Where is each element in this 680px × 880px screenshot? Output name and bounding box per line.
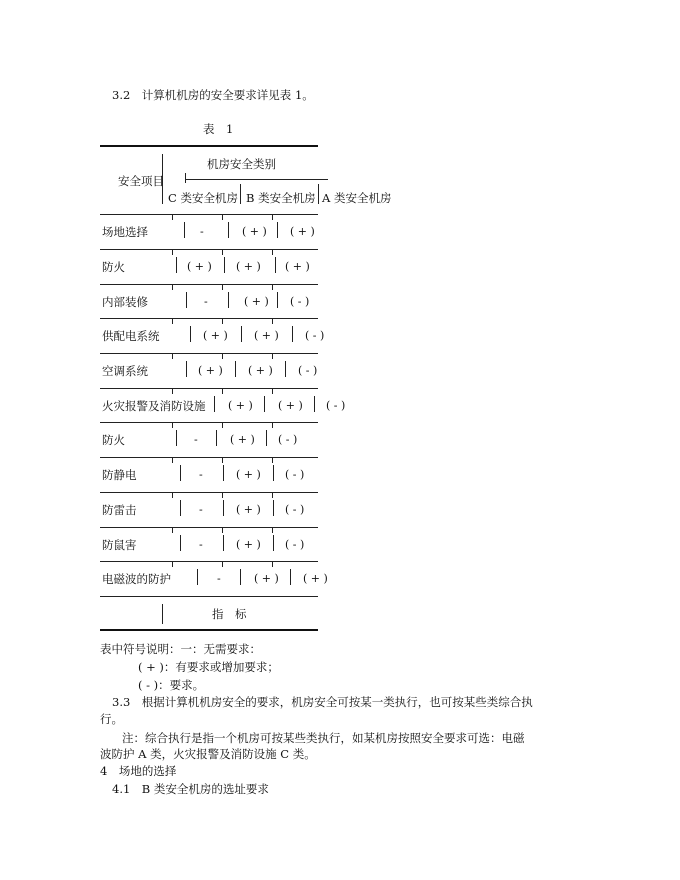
row-item-label: 供配电系统 — [102, 329, 160, 343]
row-value-b: ( + ) — [278, 399, 303, 412]
row-separator-tick — [172, 284, 173, 290]
table-bottom-rule — [100, 629, 318, 631]
row-value-c: - — [200, 225, 204, 238]
row-item-label: 内部装修 — [102, 295, 148, 309]
row-item-label: 防雷击 — [102, 503, 137, 517]
row-separator — [100, 527, 318, 528]
legend-line-3: ( - )：要求。 — [138, 678, 205, 692]
row-separator-tick — [222, 284, 223, 290]
row-separator-tick — [222, 527, 223, 533]
row-separator-tick — [172, 388, 173, 394]
cell-divider — [223, 535, 224, 551]
row-separator — [100, 284, 318, 285]
row-separator — [100, 318, 318, 319]
row-separator — [100, 422, 318, 423]
row-separator-tick — [272, 457, 273, 463]
row-value-c: - — [204, 295, 208, 308]
row-separator-tick — [222, 457, 223, 463]
row-separator-tick — [272, 249, 273, 255]
cell-divider — [228, 292, 229, 308]
legend-line-1: 表中符号说明：一：无需要求： — [100, 642, 261, 656]
row-separator-tick — [272, 284, 273, 290]
row-separator-tick — [172, 249, 173, 255]
row-separator-tick — [272, 388, 273, 394]
header-mid-tick — [185, 173, 186, 183]
row-item-label: 电磁波的防护 — [102, 572, 171, 586]
column-header-b: B 类安全机房 — [246, 191, 316, 205]
cell-divider — [277, 292, 278, 308]
section-4-1-heading: 4.1 B 类安全机房的选址要求 — [112, 782, 269, 796]
legend-line-2: ( + )：有要求或增加要求； — [138, 660, 279, 674]
row-separator-tick — [172, 457, 173, 463]
row-value-c: ( + ) — [187, 260, 212, 273]
row-separator-tick — [172, 353, 173, 359]
row-separator-tick — [222, 492, 223, 498]
row-item-label: 防火 — [102, 433, 125, 447]
row-separator-tick — [172, 318, 173, 324]
row-value-c: - — [199, 538, 203, 551]
column-header-c: C 类安全机房 — [168, 191, 238, 205]
row-separator-tick — [272, 527, 273, 533]
paragraph-3-3-cont: 行。 — [100, 712, 123, 726]
cell-divider — [290, 569, 291, 585]
row-separator-tick — [272, 492, 273, 498]
row-item-label: 火灾报警及消防设施 — [102, 399, 206, 413]
row-value-b: ( + ) — [236, 503, 261, 516]
row-value-a: ( - ) — [278, 433, 298, 446]
cell-divider — [223, 500, 224, 516]
cell-divider — [273, 465, 274, 481]
note-line-1: 注：综合执行是指一个机房可按某些类执行，如某机房按照安全要求可选：电磁 — [122, 731, 525, 745]
cell-divider — [214, 396, 215, 412]
row-value-a: ( + ) — [303, 572, 328, 585]
row-separator-tick — [172, 422, 173, 428]
row-separator — [100, 492, 318, 493]
row-value-b: ( + ) — [254, 329, 279, 342]
cell-divider — [241, 326, 242, 342]
row-separator — [100, 249, 318, 250]
cell-divider — [235, 361, 236, 377]
row-separator-tick — [172, 561, 173, 567]
row-value-c: ( + ) — [198, 364, 223, 377]
cell-divider — [186, 292, 187, 308]
row-value-a: ( + ) — [285, 260, 310, 273]
row-separator-tick — [222, 214, 223, 220]
row-separator — [100, 596, 318, 597]
row-value-b: ( + ) — [236, 538, 261, 551]
row-separator-tick — [222, 422, 223, 428]
row-separator-tick — [272, 353, 273, 359]
cell-divider — [180, 535, 181, 551]
row-value-a: ( - ) — [285, 538, 305, 551]
row-separator — [100, 457, 318, 458]
cell-divider — [197, 569, 198, 585]
row-separator-tick — [222, 318, 223, 324]
cell-divider — [180, 465, 181, 481]
cell-divider — [240, 569, 241, 585]
row-separator-tick — [222, 388, 223, 394]
row-item-label: 防火 — [102, 260, 125, 274]
cell-divider — [314, 396, 315, 412]
row-value-a: ( - ) — [285, 503, 305, 516]
cell-divider — [273, 535, 274, 551]
header-mid-rule — [185, 179, 328, 180]
note-line-2: 波防护 A 类，火灾报警及消防设施 C 类。 — [100, 747, 316, 761]
row-value-c: ( + ) — [228, 399, 253, 412]
header-item-label: 安全项目 — [118, 174, 164, 188]
row-value-a: ( - ) — [326, 399, 346, 412]
row-value-c: - — [199, 468, 203, 481]
row-value-c: - — [194, 433, 198, 446]
row-separator-tick — [272, 422, 273, 428]
row-separator — [100, 561, 318, 562]
row-separator-tick — [222, 353, 223, 359]
row-separator-tick — [222, 561, 223, 567]
row-separator-tick — [172, 214, 173, 220]
row-value-c: ( + ) — [203, 329, 228, 342]
cell-divider — [275, 257, 276, 273]
row-value-b: ( + ) — [242, 225, 267, 238]
section-4-heading: 4 场地的选择 — [100, 764, 177, 778]
column-divider-1 — [240, 184, 241, 204]
row-value-b: ( + ) — [248, 364, 273, 377]
cell-divider — [264, 396, 265, 412]
row-value-a: ( - ) — [298, 364, 318, 377]
row-separator-tick — [172, 492, 173, 498]
cell-divider — [273, 500, 274, 516]
row-separator — [100, 353, 318, 354]
footer-label: 指 标 — [212, 607, 247, 621]
column-divider-2 — [318, 184, 319, 204]
row-value-a: ( - ) — [305, 329, 325, 342]
column-header-a: A 类安全机房 — [322, 191, 392, 205]
row-value-a: ( + ) — [290, 225, 315, 238]
table-caption: 表 1 — [203, 122, 234, 136]
row-separator-tick — [272, 561, 273, 567]
row-value-b: ( + ) — [254, 572, 279, 585]
cell-divider — [176, 430, 177, 446]
row-value-a: ( - ) — [290, 295, 310, 308]
row-value-b: ( + ) — [230, 433, 255, 446]
row-item-label: 空调系统 — [102, 364, 148, 378]
cell-divider — [186, 361, 187, 377]
cell-divider — [292, 326, 293, 342]
cell-divider — [190, 326, 191, 342]
cell-divider — [285, 361, 286, 377]
table-top-rule — [100, 145, 318, 147]
row-separator-tick — [272, 318, 273, 324]
row-value-c: - — [199, 503, 203, 516]
row-item-label: 防鼠害 — [102, 538, 137, 552]
row-separator — [100, 214, 318, 215]
row-item-label: 防静电 — [102, 468, 137, 482]
cell-divider — [184, 222, 185, 238]
cell-divider — [176, 257, 177, 273]
cell-divider — [223, 465, 224, 481]
row-value-b: ( + ) — [236, 468, 261, 481]
row-value-c: - — [217, 572, 221, 585]
row-item-label: 场地选择 — [102, 225, 148, 239]
row-separator-tick — [272, 214, 273, 220]
paragraph-3-3: 3.3 根据计算机机房安全的要求，机房安全可按某一类执行，也可按某些类综合执 — [112, 695, 533, 709]
footer-divider — [162, 604, 163, 624]
cell-divider — [277, 222, 278, 238]
cell-divider — [228, 222, 229, 238]
row-separator-tick — [172, 527, 173, 533]
row-value-b: ( + ) — [244, 295, 269, 308]
cell-divider — [180, 500, 181, 516]
row-separator-tick — [222, 249, 223, 255]
row-value-a: ( - ) — [285, 468, 305, 481]
row-separator — [100, 388, 318, 389]
cell-divider — [224, 257, 225, 273]
row-value-b: ( + ) — [236, 260, 261, 273]
header-group-label: 机房安全类别 — [207, 157, 276, 171]
cell-divider — [216, 430, 217, 446]
intro-line: 3.2 计算机机房的安全要求详见表 1。 — [112, 88, 314, 102]
cell-divider — [266, 430, 267, 446]
